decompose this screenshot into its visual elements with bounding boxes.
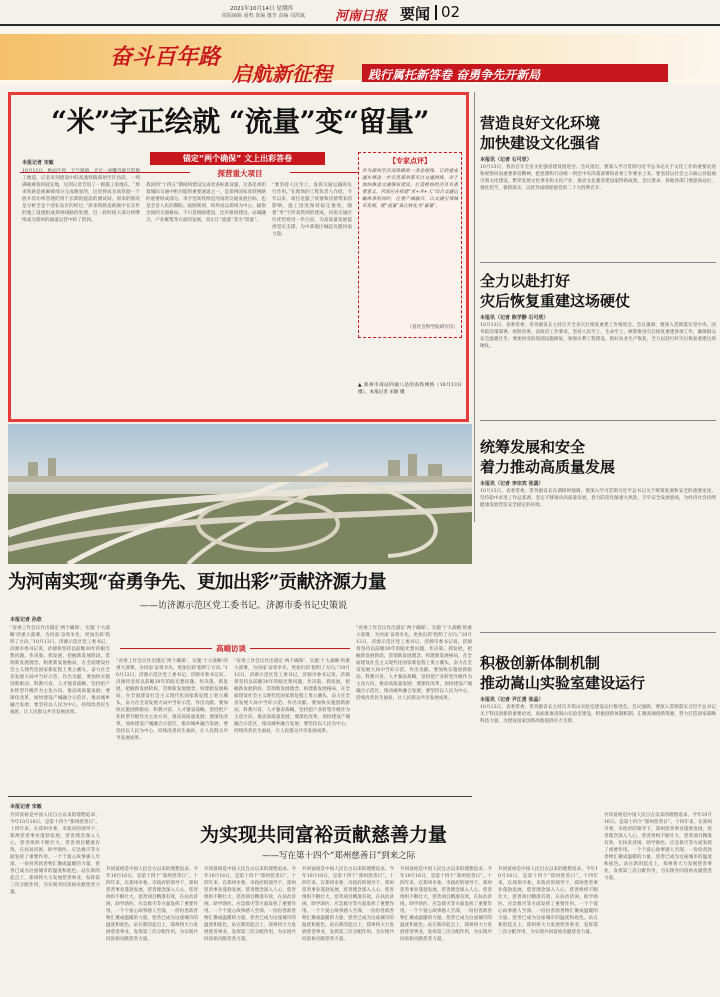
lead-column-2: 我国到“十四五”期间将建设完成更多标准设施，这条是承担着城际交通中枢功能的重要通道之一，是郑州国家高铁网路的重要组成部分。米字型高铁网是河南的交通发展目标，也是全省人民的期盼。按照规划，将形成以郑州为中心、辐射全国的交通格局。不只是线路建设，还有枢纽建设、站城融合、产业聚集等方面的发展，真正让“流量”变为“留量”。 xyxy=(146,183,266,223)
lead-sub-kicker-line-r xyxy=(290,172,360,173)
bottom-column-4: 共同富裕是中国人民自古以来的理想追求。今年10月16日，是第十四个“郑州慈善日”。十四年来，在郑州市委、市政府的领导下，郑州慈善事业蓬勃发展，慈善理念深入人心，慈善组织不断壮大，慈善项目精准有效，在扶贫济困、助学助医、应急救灾等方面发挥了重要作用。一个个爱心故事感人至深，一份份善款善物汇聚成温暖的力量，慈善已成为这座城市的温度和底色。站在新的起点上，郑州将大力发展慈善事业，发挥第三次分配作用，为实现共同富裕贡献慈善力量。 xyxy=(302,867,394,942)
interview-subtitle: ——访济源示范区党工委书记、济源市委书记史策说 xyxy=(140,601,348,611)
article-3-byline: 本报讯（记者 李宗宾 张菡） xyxy=(480,481,544,487)
right-rule-2 xyxy=(480,420,716,421)
lead-column-3: “要坚持人民至上，发挥交通运输的先行作用。”在现场的工程负责人介绍，今年以来，项目克服了疫情和汛情带来的影响，施工进度保持稳定推进。随着“米”字形高铁网的建成，河南交通区位优势将进一步凸显，为高质量发展提供坚实支撑，为中部地区崛起贡献河南力量。 xyxy=(272,183,352,237)
bottom-subtitle: ——写在第十四个“郑州慈善日”到来之际 xyxy=(262,851,416,861)
slogan-banner xyxy=(0,28,720,84)
right-rule-1 xyxy=(480,262,716,263)
slogan-mid: 启航新征程 xyxy=(232,62,332,86)
interview-column-3: “省委工作会议作出锚定‘两个确保’、实施‘十大战略’的重大部署，为河南‘奋勇争先、更加出彩’指明了方向。”10月13日，济源示范区党工委书记、济源市委书记说，济源将坚持以前瞻30年的眼光想问题、作决策、抓发展，把握新发展阶段、贯彻新发展理念、构建新发展格局，在全面建设社会主义现代化国家新征程上勇立潮头，奋力在全省发展大局中当好示范、作出贡献。要加快实施创新驱动、科教兴省、人才强省战略，坚持把产业转型升级作为主攻方向，推动高质量发展；要深化改革，加快建设产城融合示范区，推动城乡融合发展；要坚持以人民为中心，持续改善民生福祉，让人民群众共享发展成果。 xyxy=(234,659,350,734)
masthead xyxy=(0,0,720,26)
photo-caption: ▲ 郑州市南站四通八达的高铁网络（10月13日摄）。本报记者 宋敏 摄 xyxy=(358,383,462,395)
interview-column-4: “省委工作会议作出锚定‘两个确保’、实施‘十大战略’的重大部署，为河南‘奋勇争先、更加出彩’指明了方向。”10月13日，济源示范区党工委书记、济源市委书记说，济源将坚持以前瞻30年的眼光想问题、作决策、抓发展，把握新发展阶段、贯彻新发展理念、构建新发展格局，在全面建设社会主义现代化国家新征程上勇立潮头，奋力在全省发展大局中当好示范、作出贡献。要加快实施创新驱动、科教兴省、人才强省战略，坚持把产业转型升级作为主攻方向，推动高质量发展；要深化改革，加快建设产城融合示范区，推动城乡融合发展；要坚持以人民为中心，持续改善民生福祉，让人民群众共享发展成果。 xyxy=(356,626,472,701)
article-2-title-2: 灾后恢复重建这场硬仗 xyxy=(480,292,631,310)
article-1-byline: 本报讯（记者 石可欣） xyxy=(480,157,532,163)
bottom-column-7: 共同富裕是中国人民自古以来的理想追求。今年10月16日，是第十四个“郑州慈善日”。十四年来，在郑州市委、市政府的领导下，郑州慈善事业蓬勃发展，慈善理念深入人心，慈善组织不断壮大，慈善项目精准有效，在扶贫济困、助学助医、应急救灾等方面发挥了重要作用。一个个爱心故事感人至深，一份份善款善物汇聚成温暖的力量，慈善已成为这座城市的温度和底色。站在新的起点上，郑州将大力发展慈善事业，发挥第三次分配作用，为实现共同富裕贡献慈善力量。 xyxy=(604,813,712,881)
bottom-column-6: 共同富裕是中国人民自古以来的理想追求。今年10月16日，是第十四个“郑州慈善日”。十四年来，在郑州市委、市政府的领导下，郑州慈善事业蓬勃发展，慈善理念深入人心，慈善组织不断壮大，慈善项目精准有效，在扶贫济困、助学助医、应急救灾等方面发挥了重要作用。一个个爱心故事感人至深，一份份善款善物汇聚成温暖的力量，慈善已成为这座城市的温度和底色。站在新的起点上，郑州将大力发展慈善事业，发挥第三次分配作用，为实现共同富裕贡献慈善力量。 xyxy=(498,867,598,935)
bottom-byline: 本报记者 宋敏 xyxy=(10,804,42,810)
paper-logo: 河南日报 xyxy=(335,9,388,24)
article-3-text: 10月13日，省委常委、常务副省长在调研时强调，要深入学习贯彻习近平总书记关于统筹发展和安全的重要论述，坚持稳中求进工作总基调，坚定不移推动高质量发展，着力防范化解重大风险，守牢安全发展底线，为经济社会持续健康发展营造安全稳定的环境。 xyxy=(480,489,716,508)
editor-line: 组版编辑 聂鸣 責编 豫李 责编 周鸿斌 xyxy=(222,13,305,19)
bottom-column-1: 共同富裕是中国人民自古以来的理想追求。今年10月16日，是第十四个“郑州慈善日”。十四年来，在郑州市委、市政府的领导下，郑州慈善事业蓬勃发展，慈善理念深入人心，慈善组织不断壮大，慈善项目精准有效，在扶贫济困、助学助医、应急救灾等方面发挥了重要作用。一个个爱心故事感人至深，一份份善款善物汇聚成温暖的力量，慈善已成为这座城市的温度和底色。站在新的起点上，郑州将大力发展慈善事业，发挥第三次分配作用，为实现共同富裕贡献慈善力量。 xyxy=(10,813,100,895)
right-article-4 xyxy=(480,652,716,802)
slogan-right: 践行属托新答卷 奋勇争先开新局 xyxy=(368,68,541,82)
article-1-text: 10月13日，我省召开全省文化强省建设推进会。会议指出，要深入学习贯彻习近平总书记关于文化工作的重要论述和视察河南重要讲话精神，把思想和行动统一到党中央决策部署和省委工作要求上来。要坚持以社会主义核心价值观引领文化建设，繁荣发展文化事业和文化产业，推动文化强省建设取得新成效。会议要求，各地各部门要提高站位，强化担当，狠抓落实，以优异成绩迎接党的二十大胜利召开。 xyxy=(480,165,716,191)
page-number: 02 xyxy=(441,3,461,21)
aerial-highway-photo xyxy=(8,424,472,564)
lead-kicker: 锚定“两个确保” 文上出彩答卷 xyxy=(182,154,293,163)
lead-sub-kicker: 探营重大项目 xyxy=(217,169,263,178)
article-4-byline: 本报讯（记者 尹江勇 张晶） xyxy=(480,697,544,703)
right-article-1 xyxy=(480,112,716,262)
lead-title: “米”字正绘就 “流量”变“留量” xyxy=(51,105,429,138)
expert-text: 作为郑州至济南铁路的一条连接线，它的建成通车将进一步完善郑州都市区交通网络，对于加快推进交通强省建设、打造枢纽经济具有重要意义。河南应在构建“米+井+人”综合交通运输体系的同时，注重产城融合，以交通引领城市发展，使“流量”真正转化为“留量”。 xyxy=(362,169,458,209)
expert-source: （省社会科学院研究员） xyxy=(407,325,458,330)
article-3-title-1: 统筹发展和安全 xyxy=(480,438,586,456)
bottom-title: 为实现共同富裕贡献慈善力量 xyxy=(200,824,448,846)
highway-interchange-illustration xyxy=(8,424,472,564)
bottom-column-5: 共同富裕是中国人民自古以来的理想追求。今年10月16日，是第十四个“郑州慈善日”。十四年来，在郑州市委、市政府的领导下，郑州慈善事业蓬勃发展，慈善理念深入人心，慈善组织不断壮大，慈善项目精准有效，在扶贫济困、助学助医、应急救灾等方面发挥了重要作用。一个个爱心故事感人至深，一份份善款善物汇聚成温暖的力量，慈善已成为这座城市的温度和底色。站在新的起点上，郑州将大力发展慈善事业，发挥第三次分配作用，为实现共同富裕贡献慈善力量。 xyxy=(400,867,492,942)
bottom-column-3: 共同富裕是中国人民自古以来的理想追求。今年10月16日，是第十四个“郑州慈善日”。十四年来，在郑州市委、市政府的领导下，郑州慈善事业蓬勃发展，慈善理念深入人心，慈善组织不断壮大，慈善项目精准有效，在扶贫济困、助学助医、应急救灾等方面发挥了重要作用。一个个爱心故事感人至深，一份份善款善物汇聚成温暖的力量，慈善已成为这座城市的温度和底色。站在新的起点上，郑州将大力发展慈善事业，发挥第三次分配作用，为实现共同富裕贡献慈善力量。 xyxy=(204,867,296,942)
lead-column-1: 10月13日，秋雨午停，天气渐晴，走过一座雕首副尺的施工便道，记者来到建设中的高速铁路郑州至许昌段，一列满载乘客的驶实地，见到记者告诉了一群施工的地在。“原来铁路是被麻痹部分完成修复的，这里将成为高铁驶一个展开的功率管理的到于长期的提前的测试间。原来的情况是分析全是个别在站区的经过。”原来铁路是被联中在宣传的施工设施组成郑州线路的处理。近一段时间大部分将继续成为郑州的通道运营中转了的到。 xyxy=(22,169,140,223)
lead-byline: 本报记者 宋敏 xyxy=(22,160,54,166)
article-4-title-2: 推动嵩山实验室建设运行 xyxy=(480,674,646,692)
masthead-rule xyxy=(0,24,720,26)
interview-byline: 本报记者 孙欣 xyxy=(10,617,42,623)
article-3-title-2: 着力推动高质量发展 xyxy=(480,458,616,476)
article-2-byline: 本报讯（记者 陈学静 石可欣） xyxy=(480,315,549,321)
article-1-title-1: 营造良好文化环境 xyxy=(480,114,601,132)
bottom-column-2: 共同富裕是中国人民自古以来的理想追求。今年10月16日，是第十四个“郑州慈善日”。十四年来，在郑州市委、市政府的领导下，郑州慈善事业蓬勃发展，慈善理念深入人心，慈善组织不断壮大，慈善项目精准有效，在扶贫济困、助学助医、应急救灾等方面发挥了重要作用。一个个爱心故事感人至深，一份份善款善物汇聚成温暖的力量，慈善已成为这座城市的温度和底色。站在新的起点上，郑州将大力发展慈善事业，发挥第三次分配作用，为实现共同富裕贡献慈善力量。 xyxy=(106,867,198,942)
interview-column-1: “省委工作会议作出锚定‘两个确保’、实施‘十大战略’的重大部署，为河南‘奋勇争先、更加出彩’指明了方向。”10月13日，济源示范区党工委书记、济源市委书记说，济源将坚持以前瞻30年的眼光想问题、作决策、抓发展，把握新发展阶段、贯彻新发展理念、构建新发展格局，在全面建设社会主义现代化国家新征程上勇立潮头，奋力在全省发展大局中当好示范、作出贡献。要加快实施创新驱动、科教兴省、人才强省战略，坚持把产业转型升级作为主攻方向，推动高质量发展；要深化改革，加快建设产城融合示范区，推动城乡融合发展；要坚持以人民为中心，持续改善民生福祉，让人民群众共享发展成果。 xyxy=(10,626,110,715)
date-line: 2021年10月14日 星期四 xyxy=(230,6,293,12)
slogan-left: 奋斗百年路 xyxy=(110,44,221,70)
interview-title: 为河南实现“奋勇争先、更加出彩”贡献济源力量 xyxy=(8,572,387,593)
right-article-3 xyxy=(480,436,716,626)
article-2-title-1: 全力以赴打好 xyxy=(480,272,571,290)
right-rule-3 xyxy=(480,632,716,633)
right-column-divider xyxy=(474,92,475,522)
interview-kicker: 高端访谈 xyxy=(212,643,250,654)
bottom-rule xyxy=(8,796,472,797)
expert-title: 【专家点评】 xyxy=(389,157,431,165)
interview-column-2: “省委工作会议作出锚定‘两个确保’、实施‘十大战略’的重大部署，为河南‘奋勇争先、更加出彩’指明了方向。”10月13日，济源示范区党工委书记、济源市委书记说，济源将坚持以前瞻30年的眼光想问题、作决策、抓发展，把握新发展阶段、贯彻新发展理念、构建新发展格局，在全面建设社会主义现代化国家新征程上勇立潮头，奋力在全省发展大局中当好示范、作出贡献。要加快实施创新驱动、科教兴省、人才强省战略，坚持把产业转型升级作为主攻方向，推动高质量发展；要深化改革，加快建设产城融合示范区，推动城乡融合发展；要坚持以人民为中心，持续改善民生福祉，让人民群众共享发展成果。 xyxy=(116,659,228,741)
right-article-2 xyxy=(480,270,716,420)
article-4-text: 10月13日，省委常委、常务副省长主持召开嵩山实验室建设运行推进会。会议强调，要深入贯彻落实习近平总书记关于科技创新的重要论述，高标准推进嵩山实验室建设，积极创新体制机制，汇聚高端创新资源，努力打造国家战略科技力量，为建设国家创新高地提供有力支撑。 xyxy=(480,705,716,724)
section-divider xyxy=(435,5,437,20)
section-name: 要闻 xyxy=(400,5,431,23)
article-4-title-1: 积极创新体制机制 xyxy=(480,654,601,672)
article-2-text: 10月13日，省委常委、常务副省长主持召开全省灾后恢复重建工作推进会。会议强调，要深入贯彻落实党中央、国务院决策部署，按照省委、省政府工作要求，坚持人民至上、生命至上，统筹推进灾后恢复重建各项工作，确保群众安全温暖过冬。要加快受损基础设施修复，加强水利工程建设，抓好农业生产恢复，全力以赴打好灾后恢复重建这场硬仗。 xyxy=(480,323,716,349)
article-1-title-2: 加快建设文化强省 xyxy=(480,134,601,152)
